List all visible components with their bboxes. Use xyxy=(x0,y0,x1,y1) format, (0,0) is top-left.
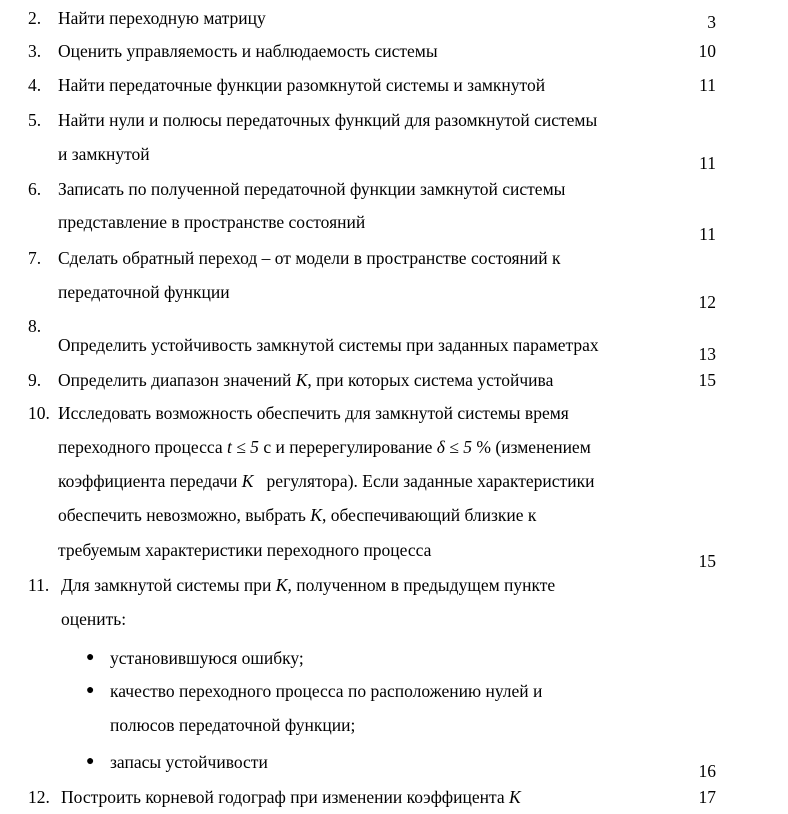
text: с и перерегулирование xyxy=(258,437,437,457)
math-k: K xyxy=(295,370,308,390)
text: коэффициента передачи xyxy=(58,471,242,491)
list-item: качество переходного процесса по расположению нулей и xyxy=(110,681,543,701)
item-number: 3. xyxy=(28,41,42,61)
math-delta: δ ≤ 5 xyxy=(436,437,473,457)
list-item: запасы устойчивости xyxy=(110,752,268,772)
page-number: 11 xyxy=(699,153,716,173)
toc-entry: Оценить управляемость и наблюдаемость системы xyxy=(58,41,438,61)
item-number: 8. xyxy=(28,316,42,336)
toc-entry: и замкнутой xyxy=(58,144,150,164)
text: обеспечить невозможно, выбрать xyxy=(58,505,311,525)
math-k: K xyxy=(275,575,288,595)
toc-entry xyxy=(61,574,555,596)
bullet-icon: ● xyxy=(86,754,95,769)
item-number: 12. xyxy=(28,787,50,807)
toc-entry xyxy=(61,786,521,808)
math-k: K xyxy=(509,787,521,807)
toc-entry: Записать по полученной передаточной функции замкнутой системы xyxy=(58,179,566,199)
text: переходного процесса xyxy=(58,437,227,457)
item-number: 10. xyxy=(28,403,50,423)
text: Определить диапазон значений xyxy=(58,370,296,390)
toc-entry: Исследовать возможность обеспечить для замкнутой системы время xyxy=(58,403,569,423)
toc-entry xyxy=(58,470,594,492)
page-number: 15 xyxy=(698,551,716,571)
text: % (изменением xyxy=(472,437,591,457)
page-number: 16 xyxy=(698,761,716,781)
item-number: 7. xyxy=(28,248,42,268)
page-number: 3 xyxy=(707,12,716,32)
math-t: t ≤ 5 xyxy=(226,437,259,457)
list-item: установившуюся ошибку; xyxy=(110,648,304,668)
toc-entry xyxy=(58,369,553,391)
item-number: 2. xyxy=(28,8,42,28)
page-number: 11 xyxy=(699,224,716,244)
text: , обеспечивающий близкие к xyxy=(321,505,537,525)
toc-entry: Определить устойчивость замкнутой системы при заданных параметрах xyxy=(58,335,599,355)
bullet-icon: ● xyxy=(86,683,95,698)
text: , полученном в предыдущем пункте xyxy=(287,575,556,595)
page-number: 12 xyxy=(698,292,716,312)
page-number: 13 xyxy=(698,344,716,364)
item-number: 9. xyxy=(28,370,42,390)
bullet-icon: ● xyxy=(86,650,95,665)
item-number: 5. xyxy=(28,110,42,130)
toc-entry: оценить: xyxy=(61,609,127,629)
text: , при которых система устойчива xyxy=(307,370,554,390)
page-number: 10 xyxy=(698,41,716,61)
page-number: 11 xyxy=(699,75,716,95)
item-number: 6. xyxy=(28,179,42,199)
toc-entry: Найти переходную матрицу xyxy=(58,8,266,28)
toc-entry xyxy=(58,504,536,526)
page-number: 17 xyxy=(698,787,716,807)
math-k: K xyxy=(310,505,322,525)
text: регулятора). Если заданные характеристики xyxy=(253,471,595,491)
page-number: 15 xyxy=(698,370,716,390)
item-number: 11. xyxy=(28,575,50,595)
toc-entry: передаточной функции xyxy=(58,282,230,302)
list-item: полюсов передаточной функции; xyxy=(110,715,356,735)
toc-entry: Найти нули и полюсы передаточных функций для разомкнутой системы xyxy=(58,110,598,130)
item-number: 4. xyxy=(28,75,42,95)
text: Для замкнутой системы при xyxy=(61,575,276,595)
text: Построить корневой годограф при изменении коэффицента xyxy=(61,787,510,807)
toc-entry: Найти передаточные функции разомкнутой системы и замкнутой xyxy=(58,75,546,95)
toc-entry: Сделать обратный переход – от модели в пространстве состояний к xyxy=(58,248,561,268)
toc-entry: представление в пространстве состояний xyxy=(58,212,366,232)
toc-entry xyxy=(58,436,591,458)
math-k: K xyxy=(241,471,254,491)
toc-entry: требуемым характеристики переходного процесса xyxy=(58,540,432,560)
